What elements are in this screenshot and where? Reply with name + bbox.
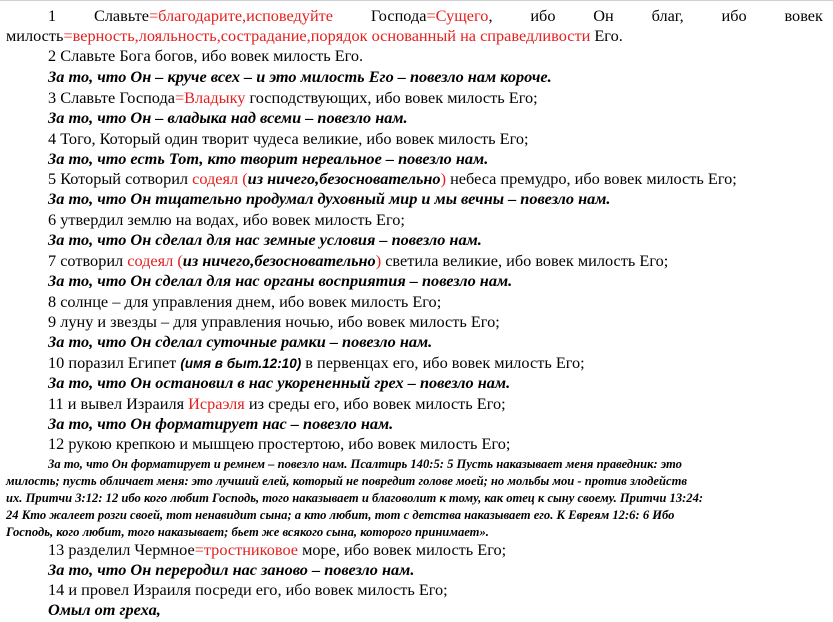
verse-1-line-2: милость=верность,лояльность,сострадание,порядок основанный на справедливости Его. (6, 26, 623, 45)
verse-7: 7 сотворил содеял (из ничего,безосновательно) светила великие, ибо вовек милость Его; (48, 251, 669, 270)
comment-12-line-3: их. Притчи 3:12: 12 ибо кого любит Господь, того наказывает и благоволит к тому, как отец к сыну своему. Притчи 13:24: (6, 491, 704, 505)
comment-7: За то, что Он сделал для нас органы восприятия – повезло нам. (48, 271, 513, 290)
comment-5: За то, что Он тщательно продумал духовный мир и мы вечны – повезло нам. (48, 189, 611, 208)
comment-12-line-4: 24 Кто жалеет розги своей, тот ненавидит сына; а кто любит, тот с детства наказывает его. К Евреям 12:6: 6 Ибо (6, 508, 675, 522)
verse-1-red-3: =верность,лояльность,сострадание,порядок основанный на справедливости (63, 26, 591, 45)
comment-10: За то, что Он остановил в нас укорененный грех – повезло нам. (48, 373, 511, 392)
verse-13-red: =тростниковое (194, 540, 299, 559)
comment-2: За то, что Он – круче всех – и это милость Его – повезло нам короче. (48, 67, 552, 86)
verse-5-red: содеял ( (192, 169, 248, 188)
verse-9: 9 луну и звезды – для управления ночью, ибо вовек милость Его; (48, 312, 500, 331)
verse-1-part: Славьте=благодарите,исповедуйте (93, 6, 334, 25)
verse-3: 3 Славьте Господа=Владыку господствующих, ибо вовек милость Его; (48, 88, 538, 107)
verse-6: 6 утвердил землю на водах, ибо вовек милость Его; (48, 210, 405, 229)
verse-2: 2 Славьте Бога богов, ибо вовек милость Его. (48, 46, 364, 65)
comment-12-line-2: милость; пусть обличает меня: это лучший елей, который не повредит голове моей; но мольбы мои - против злодейств (6, 474, 687, 488)
verse-1-word: вовек (784, 6, 823, 25)
comment-12-line-1: За то, что Он форматирует и ремнем – повезло нам. Псалтирь 140:5: 5 Пусть наказывает меня праведник: это (48, 457, 682, 471)
verse-13: 13 разделил Чермное=тростниковое море, ибо вовек милость Его; (48, 540, 507, 559)
verse-1-word: Он (593, 6, 614, 25)
verse-1-line-1 (0, 6, 833, 26)
comment-13: За то, что Он переродил нас заново – повезло нам. (48, 560, 415, 579)
comment-9: За то, что Он сделал суточные рамки – повезло нам. (48, 332, 433, 351)
verse-1-part-2: Господа=Сущего, (370, 6, 493, 25)
verse-1-num: 1 (48, 6, 57, 25)
verse-10: 10 поразил Египет (имя в быт.12:10) в первенцах его, ибо вовек милость Его; (48, 353, 585, 372)
comment-3: За то, что Он – владыка над всеми – повезло нам. (48, 108, 408, 127)
verse-14: 14 и провел Израиля посреди его, ибо вовек милость Его; (48, 580, 448, 599)
verse-3-red: =Владыку (174, 88, 246, 107)
verse-10-ref: (имя в быт.12:10) (180, 356, 302, 371)
verse-4: 4 Того, Который один творит чудеса великие, ибо вовек милость Его; (48, 129, 529, 148)
verse-8: 8 солнце – для управления днем, ибо вовек милость Его; (48, 292, 442, 311)
comment-11: За то, что Он форматирует нас – повезло нам. (48, 414, 394, 433)
verse-12: 12 рукою крепкою и мышцею простертою, ибо вовек милость Его; (48, 434, 511, 453)
comment-14: Омыл от греха, (48, 600, 161, 619)
comment-6: За то, что Он сделал для нас земные условия – повезло нам. (48, 230, 482, 249)
verse-11: 11 и вывел Израиля Исраэля из среды его, ибо вовек милость Его; (48, 394, 506, 413)
verse-1-red-2: =Сущего (426, 6, 489, 25)
comment-4: За то, что есть Тот, кто творит нереальное – повезло нам. (48, 149, 489, 168)
verse-11-red: Исраэля (188, 394, 245, 413)
verse-1-word: ибо (721, 6, 747, 25)
verse-5: 5 Который сотворил содеял (из ничего,безосновательно) небеса премудро, ибо вовек милость Его; (48, 169, 737, 188)
verse-1-word: благ, (651, 6, 684, 25)
page-top-border (0, 0, 833, 1)
verse-1-word: ибо (530, 6, 556, 25)
comment-12-line-5: Господь, кого любит, того наказывает; бьет же всякого сына, которого принимает». (6, 525, 489, 539)
verse-7-red: содеял ( (127, 251, 183, 270)
verse-1-red-1: =благодарите,исповедуйте (149, 6, 334, 25)
